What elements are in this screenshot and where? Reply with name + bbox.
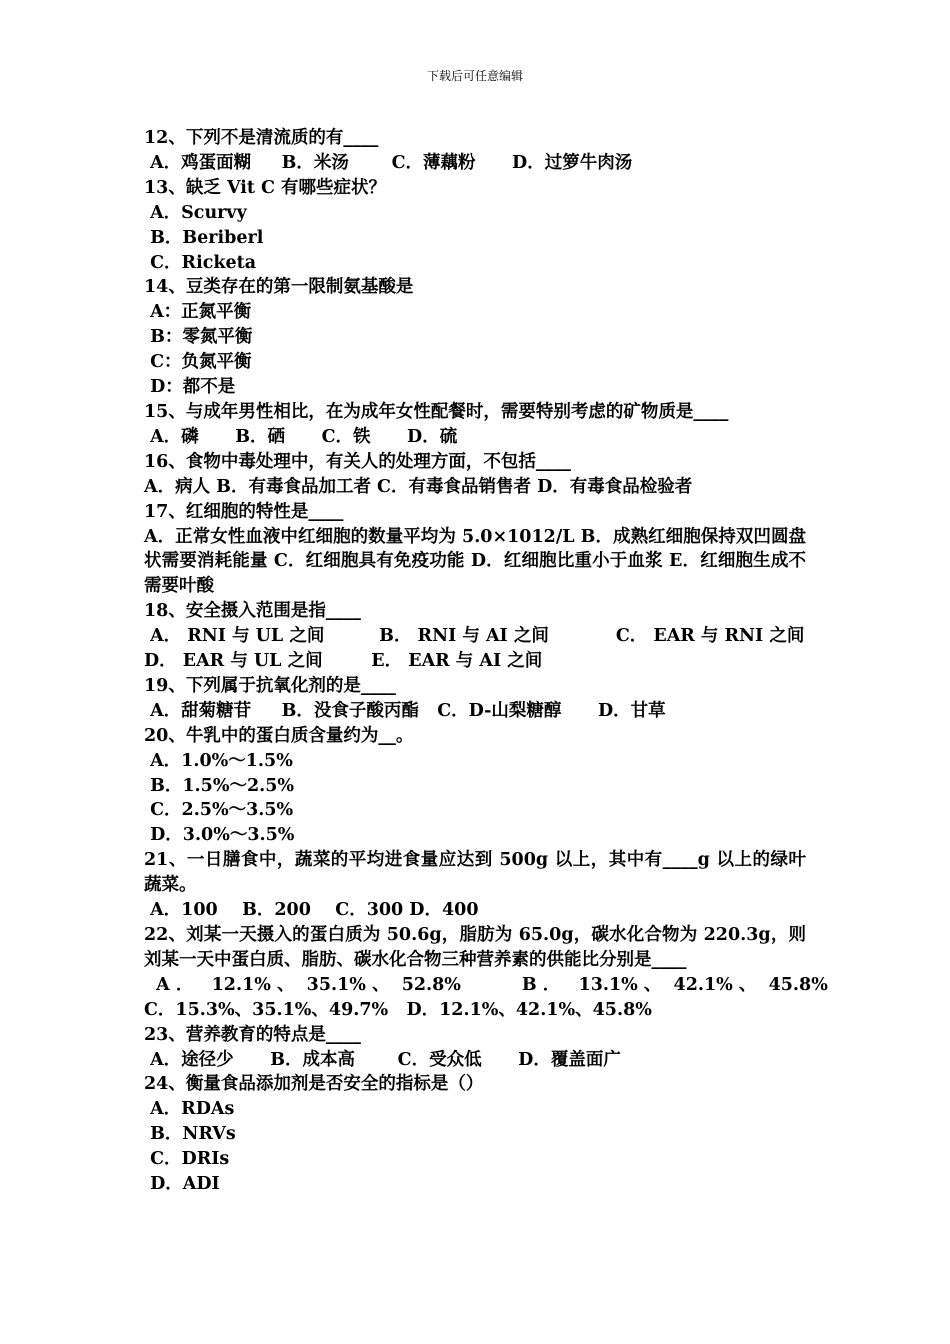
question-stem: 20、牛乳中的蛋白质含量约为__。	[144, 725, 414, 746]
question-stem: 17、红细胞的特性是____	[144, 501, 344, 522]
option-a: A．Scurvy	[144, 202, 247, 223]
question-options-line-2: D． EAR 与 UL 之间 E． EAR 与 AI 之间	[144, 651, 543, 672]
question-16	[144, 450, 806, 500]
question-stem: 23、营养教育的特点是____	[144, 1024, 361, 1045]
question-options-line-1: A ． 12.1% 、 35.1% 、 52.8% B ． 13.1% 、 42.1% 、 45.8%	[144, 974, 828, 995]
option-b: B：零氮平衡	[144, 327, 253, 348]
question-19	[144, 674, 806, 724]
option-b: B．NRVs	[144, 1124, 236, 1145]
question-stem: 12、下列不是清流质的有____	[144, 128, 379, 148]
question-12	[144, 126, 806, 176]
question-options: A．途径少 B．成本高 C．受众低 D．覆盖面广	[144, 1049, 621, 1070]
question-15	[144, 400, 806, 450]
option-a: A．1.0%～1.5%	[144, 750, 293, 771]
option-b: B．1.5%～2.5%	[144, 775, 295, 796]
question-13	[144, 176, 806, 276]
option-c: C．Ricketa	[144, 252, 257, 273]
question-options: A．鸡蛋面糊 B．米汤 C．薄藕粉 D．过箩牛肉汤	[144, 152, 633, 173]
question-21	[144, 848, 806, 923]
question-options: A．100 B．200 C．300 D．400	[144, 900, 479, 921]
option-c: C．2.5%～3.5%	[144, 800, 294, 821]
question-options: A．甜菊糖苷 B．没食子酸丙酯 C．D-山梨糖醇 D．甘草	[144, 700, 666, 721]
option-d: D．3.0%～3.5%	[144, 825, 295, 846]
option-a: A．RDAs	[144, 1099, 235, 1120]
question-stem: 14、豆类存在的第一限制氨基酸是	[144, 277, 414, 298]
question-options-line-1: A． RNI 与 UL 之间 B． RNI 与 AI 之间 C． EAR 与 RNI 之间	[144, 626, 805, 647]
question-17	[144, 500, 806, 600]
question-options: A．磷 B．硒 C．铁 D．硫	[144, 426, 458, 447]
question-list	[144, 126, 828, 1197]
question-18	[144, 599, 806, 674]
question-stem: 21、一日膳食中，蔬菜的平均进食量应达到 500g 以上，其中有____g 以上的绿叶蔬菜。	[144, 850, 806, 896]
question-options-line-2: C．15.3%、35.1%、49.7% D．12.1%、42.1%、45.8%	[144, 999, 652, 1020]
question-23	[144, 1023, 806, 1073]
question-options: A．病人 B．有毒食品加工者 C．有毒食品销售者 D．有毒食品检验者	[144, 476, 693, 497]
question-20	[144, 724, 806, 849]
question-stem: 18、安全摄入范围是指____	[144, 601, 361, 622]
question-options: A．正常女性血液中红细胞的数量平均为 5.0×1012/L B．成熟红细胞保持双凹圆盘状需要消耗能量 C．红细胞具有免疫功能 D．红细胞比重小于血浆 E．红细胞生成不需要叶酸	[144, 526, 806, 597]
question-stem: 16、食物中毒处理中，有关人的处理方面，不包括____	[144, 451, 571, 472]
option-b: B．Beriberl	[144, 227, 264, 248]
question-22	[144, 923, 828, 1023]
option-d: D．ADI	[144, 1174, 220, 1195]
question-14	[144, 275, 806, 400]
option-c: C．DRIs	[144, 1149, 230, 1170]
question-stem: 19、下列属于抗氧化剂的是____	[144, 675, 396, 696]
question-stem: 13、缺乏 Vit C 有哪些症状？	[144, 177, 387, 198]
option-d: D：都不是	[144, 377, 236, 398]
question-stem: 22、刘某一天摄入的蛋白质为 50.6g，脂肪为 65.0g，碳水化合物为 220.3g，则刘某一天中蛋白质、脂肪、碳水化合物三种营养素的供能比分别是____	[144, 925, 806, 970]
question-stem: 15、与成年男性相比，在为成年女性配餐时，需要特别考虑的矿物质是____	[144, 401, 729, 422]
question-stem: 24、衡量食品添加剂是否安全的指标是（）	[144, 1074, 484, 1095]
page-header: 下载后可任意编辑	[426, 69, 523, 83]
question-24	[144, 1072, 806, 1197]
option-a: A：正氮平衡	[144, 302, 252, 323]
option-c: C：负氮平衡	[144, 352, 252, 373]
